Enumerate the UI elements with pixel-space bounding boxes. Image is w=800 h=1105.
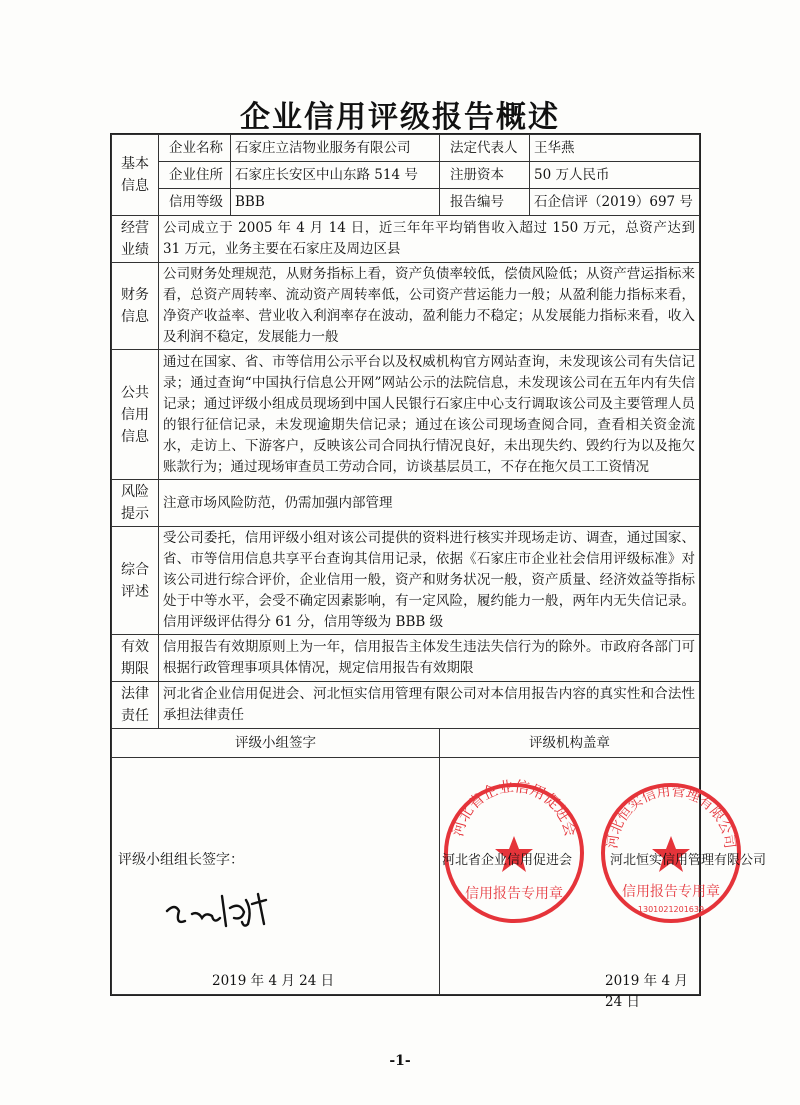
handwritten-signature — [162, 886, 282, 936]
section-label: 经营业绩 — [112, 216, 159, 263]
report-no-label: 报告编号 — [440, 189, 530, 216]
seal2-outer-text: 河北恒实信用管理有限公司 — [604, 783, 738, 850]
basic-info-label: 基本信息 — [112, 135, 159, 216]
org1-name: 河北省企业信用促进会 — [442, 853, 573, 868]
section-label: 有效期限 — [112, 635, 159, 682]
report-table — [110, 133, 767, 1010]
section-text: 注意市场风险防范，仍需加强内部管理 — [159, 480, 700, 527]
left-date: 2019 年 4 月 24 日 — [212, 973, 335, 989]
seal-cell — [440, 758, 767, 1010]
seal1-inner-text: 信用报告专用章 — [465, 886, 563, 902]
section-label: 法律责任 — [112, 682, 159, 729]
section-label: 公共信用信息 — [112, 350, 159, 480]
svg-text:河北省企业信用促进会 — [448, 778, 579, 838]
rating: BBB — [231, 189, 440, 216]
seal2-inner-text: 信用报告专用章 — [622, 884, 720, 900]
company-name: 石家庄立洁物业服务有限公司 — [231, 135, 440, 162]
section-text: 受公司委托，信用评级小组对该公司提供的资料进行核实并现场走访、调查，通过国家、省、市等信用信息共享平台查询其信用记录，依据《石家庄市企业社会信用评级标准》对该公司进行综合评价，企业信用一般，资产和财务状况一般，资产质量、经济效益等指标处于中等水平，会受不确定因素影响，有一定风险，履约能力一般，两年内无失信记录。信用评级评估得分 61 分，信用等级为 BBB 级 — [159, 527, 700, 635]
seal-header: 评级机构盖章 — [440, 729, 700, 758]
legal-rep: 王华燕 — [530, 135, 700, 162]
right-date: 2019 年 4 月 24 日 — [605, 973, 688, 1010]
address-label: 企业住所 — [159, 162, 231, 189]
section-label: 综合评述 — [112, 527, 159, 635]
report-no: 石企信评（2019）697 号 — [530, 189, 700, 216]
signature-cell — [112, 758, 440, 995]
capital: 50 万人民币 — [530, 162, 700, 189]
sign-header: 评级小组签字 — [112, 729, 440, 758]
seal2-code: 1301021201639 — [637, 905, 705, 914]
company-name-label: 企业名称 — [159, 135, 231, 162]
page-title: 企业信用评级报告概述 — [240, 100, 560, 135]
address: 石家庄长安区中山东路 514 号 — [231, 162, 440, 189]
section-text: 信用报告有效期原则上为一年，信用报告主体发生违法失信行为的除外。市政府各部门可根据行政管理事项具体情况，规定信用报告有效期限 — [159, 635, 700, 682]
section-label: 财务信息 — [112, 263, 159, 350]
capital-label: 注册资本 — [440, 162, 530, 189]
org2-name: 河北恒实信用管理有限公司 — [610, 853, 767, 868]
leader-sign-label: 评级小组组长签字： — [118, 852, 244, 868]
seal1-outer-text: 河北省企业信用促进会 — [448, 778, 580, 839]
section-text: 河北省企业信用促进会、河北恒实信用管理有限公司对本信用报告内容的真实性和合法性承担法律责任 — [159, 682, 700, 729]
section-label: 风险提示 — [112, 480, 159, 527]
rating-label: 信用等级 — [159, 189, 231, 216]
section-text: 公司财务处理规范，从财务指标上看，资产负债率较低，偿债风险低；从资产营运指标来看，总资产周转率、流动资产周转率低，公司资产营运能力一般；从盈利能力指标来看，净资产收益率、营业收入利润率存在波动，盈利能力不稳定；从发展能力指标来看，收入及利润不稳定，发展能力一般 — [159, 263, 700, 350]
section-text: 通过在国家、省、市等信用公示平台以及权威机构官方网站查询，未发现该公司有失信记录；通过查询“中国执行信息公开网”网站公示的法院信息，未发现该公司在五年内有失信记录；通过评级小组成员现场到中国人民银行石家庄中心支行调取该公司及主要管理人员的银行征信记录，未发现逾期失信记录；通过在该公司现场查阅合同，查看相关资金流水，走访上、下游客户，反映该公司合同执行情况良好，未出现失约、毁约行为以及拖欠账款行为；通过现场审查员工劳动合同，访谈基层员工，不存在拖欠员工工资情况 — [159, 350, 700, 480]
section-text: 公司成立于 2005 年 4 月 14 日，近三年年平均销售收入超过 150 万元，总资产达到 31 万元，业务主要在石家庄及周边区县 — [159, 216, 700, 263]
legal-rep-label: 法定代表人 — [440, 135, 530, 162]
page-number: -1- — [389, 1053, 411, 1069]
